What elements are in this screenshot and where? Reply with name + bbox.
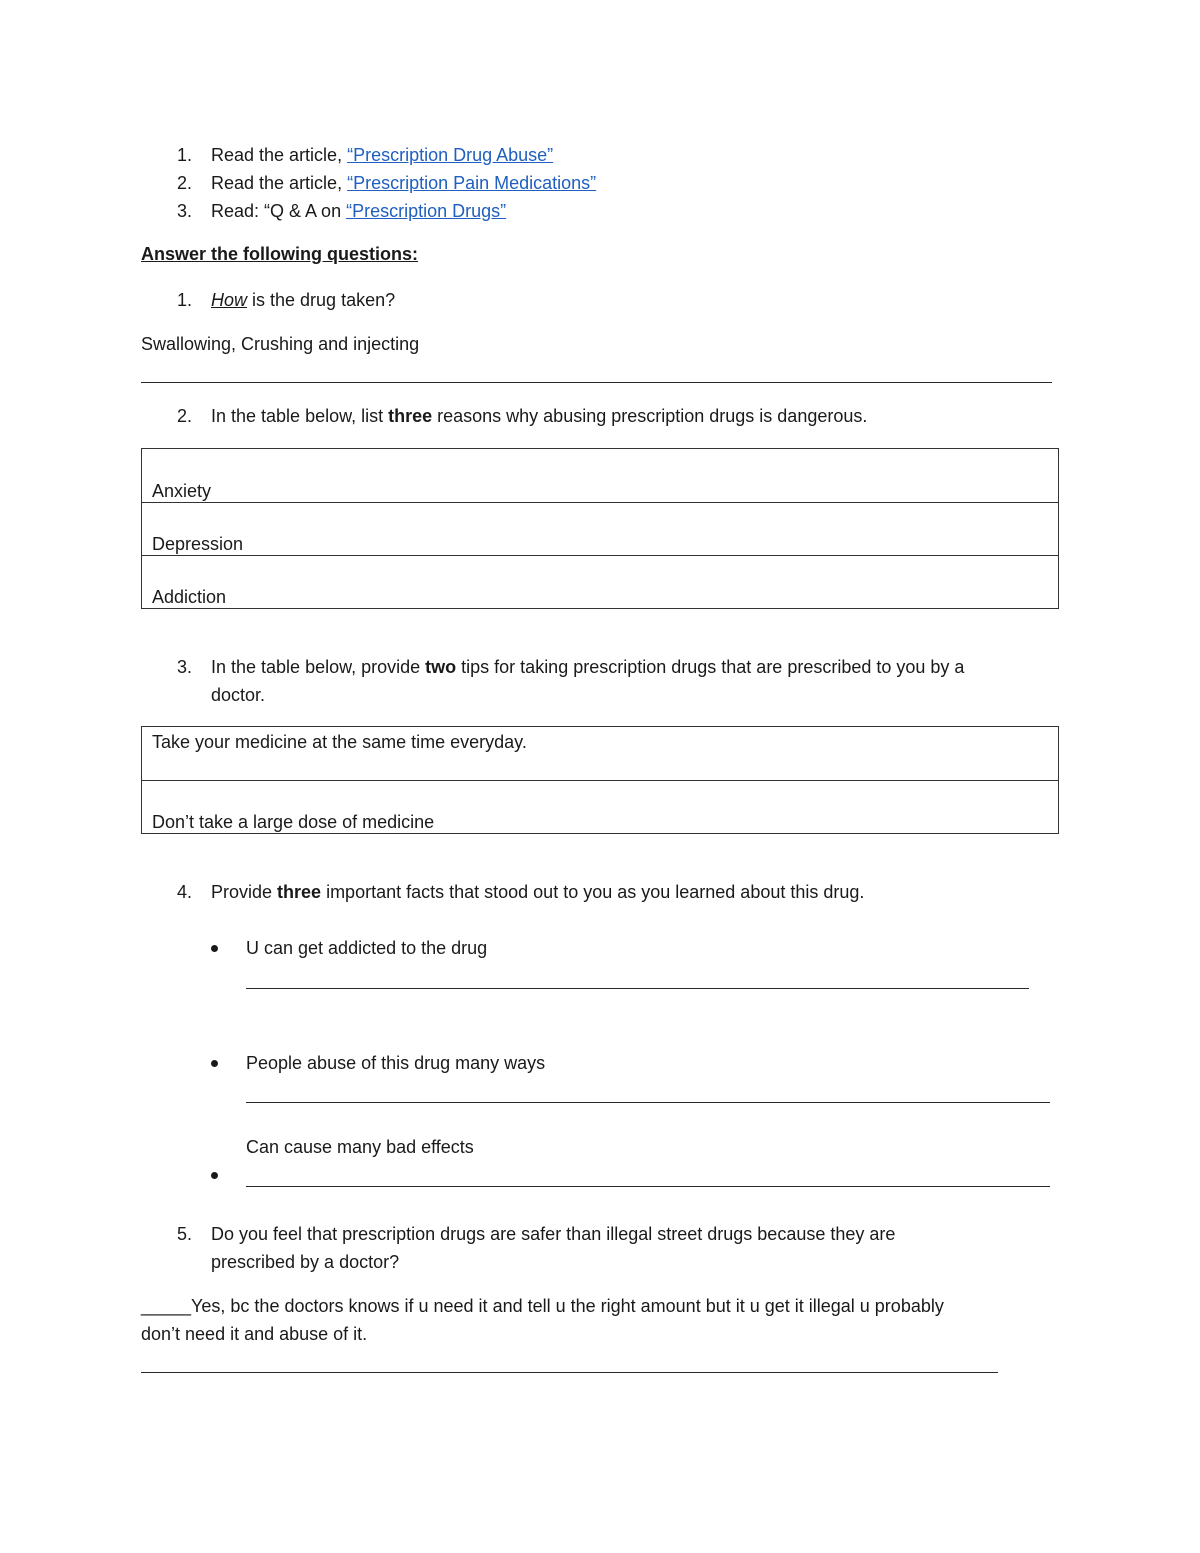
q1-number: 1. [176, 290, 192, 310]
reading-item-3 [211, 201, 506, 222]
q2-number: 2. [176, 406, 192, 426]
q1-rest: is the drug taken? [247, 290, 396, 310]
q4-number: 4. [176, 882, 192, 902]
q2-pre: In the table below, list [211, 406, 389, 426]
q4-text [211, 882, 864, 903]
q5-text-line2: prescribed by a doctor? [211, 1252, 400, 1272]
q2-reasons-table [141, 448, 1059, 609]
q3-post: tips for taking prescription drugs that are prescribed to you by a [456, 657, 965, 677]
q2-reason-2: Depression [142, 503, 1059, 556]
q2-reason-3: Addiction [142, 556, 1059, 609]
q5-answer-line2: don’t need it and abuse of it. [141, 1324, 368, 1344]
q3-pre: In the table below, provide [211, 657, 426, 677]
reading-item-2-prefix: Read the article, [211, 173, 348, 193]
q2-bold: three [388, 406, 433, 426]
q3-tips-table [141, 726, 1059, 834]
q5-answer-rule [141, 1372, 998, 1373]
q5-number: 5. [176, 1224, 192, 1244]
reading-item-1 [211, 145, 553, 166]
reading-item-2 [211, 173, 596, 194]
q2-post: reasons why abusing prescription drugs is dangerous. [432, 406, 868, 426]
q1-answer-line [141, 382, 1052, 383]
fact-3: Can cause many bad effects [246, 1137, 474, 1157]
q3-tip-1: Take your medicine at the same time everyday. [142, 727, 1059, 781]
q4-bold: three [277, 882, 322, 902]
q3-text [211, 657, 964, 678]
q3-number: 3. [176, 657, 192, 677]
reading-item-1-prefix: Read the article, [211, 145, 348, 165]
q3-text-line2: doctor. [211, 685, 266, 705]
q2-reason-1: Anxiety [142, 449, 1059, 503]
q3-bold: two [425, 657, 457, 677]
reading-item-3-prefix: Read: “Q & A on [211, 201, 347, 221]
prescription-pain-medications-link[interactable]: “Prescription Pain Medications” [347, 173, 597, 193]
q5-text-line1: Do you feel that prescription drugs are safer than illegal street drugs because they are [211, 1224, 896, 1244]
q4-pre: Provide [211, 882, 278, 902]
fact-3-line [246, 1186, 1050, 1187]
reading-item-3-number: 3. [176, 201, 192, 221]
fact-1-line [246, 988, 1029, 989]
reading-item-1-number: 1. [176, 145, 192, 165]
fact-2-line [246, 1102, 1050, 1103]
q3-tip-2: Don’t take a large dose of medicine [142, 781, 1059, 834]
prescription-drugs-link[interactable]: “Prescription Drugs” [346, 201, 507, 221]
fact-2: People abuse of this drug many ways [246, 1053, 546, 1073]
q2-text [211, 406, 867, 427]
q5-answer-line1: _____Yes, bc the doctors knows if u need it and tell u the right amount but it u get it illegal u probably [141, 1296, 944, 1316]
reading-item-2-number: 2. [176, 173, 192, 193]
fact-1: U can get addicted to the drug [246, 938, 488, 958]
fact-1-bullet [211, 945, 218, 952]
section-heading: Answer the following questions: [141, 244, 419, 264]
fact-2-bullet [211, 1060, 218, 1067]
prescription-drug-abuse-link[interactable]: “Prescription Drug Abuse” [347, 145, 554, 165]
q1-emphasis: How [211, 290, 248, 310]
fact-3-bullet [211, 1172, 218, 1179]
q4-post: important facts that stood out to you as you learned about this drug. [321, 882, 865, 902]
q1-answer: Swallowing, Crushing and injecting [141, 334, 420, 354]
q1-text [211, 290, 395, 311]
